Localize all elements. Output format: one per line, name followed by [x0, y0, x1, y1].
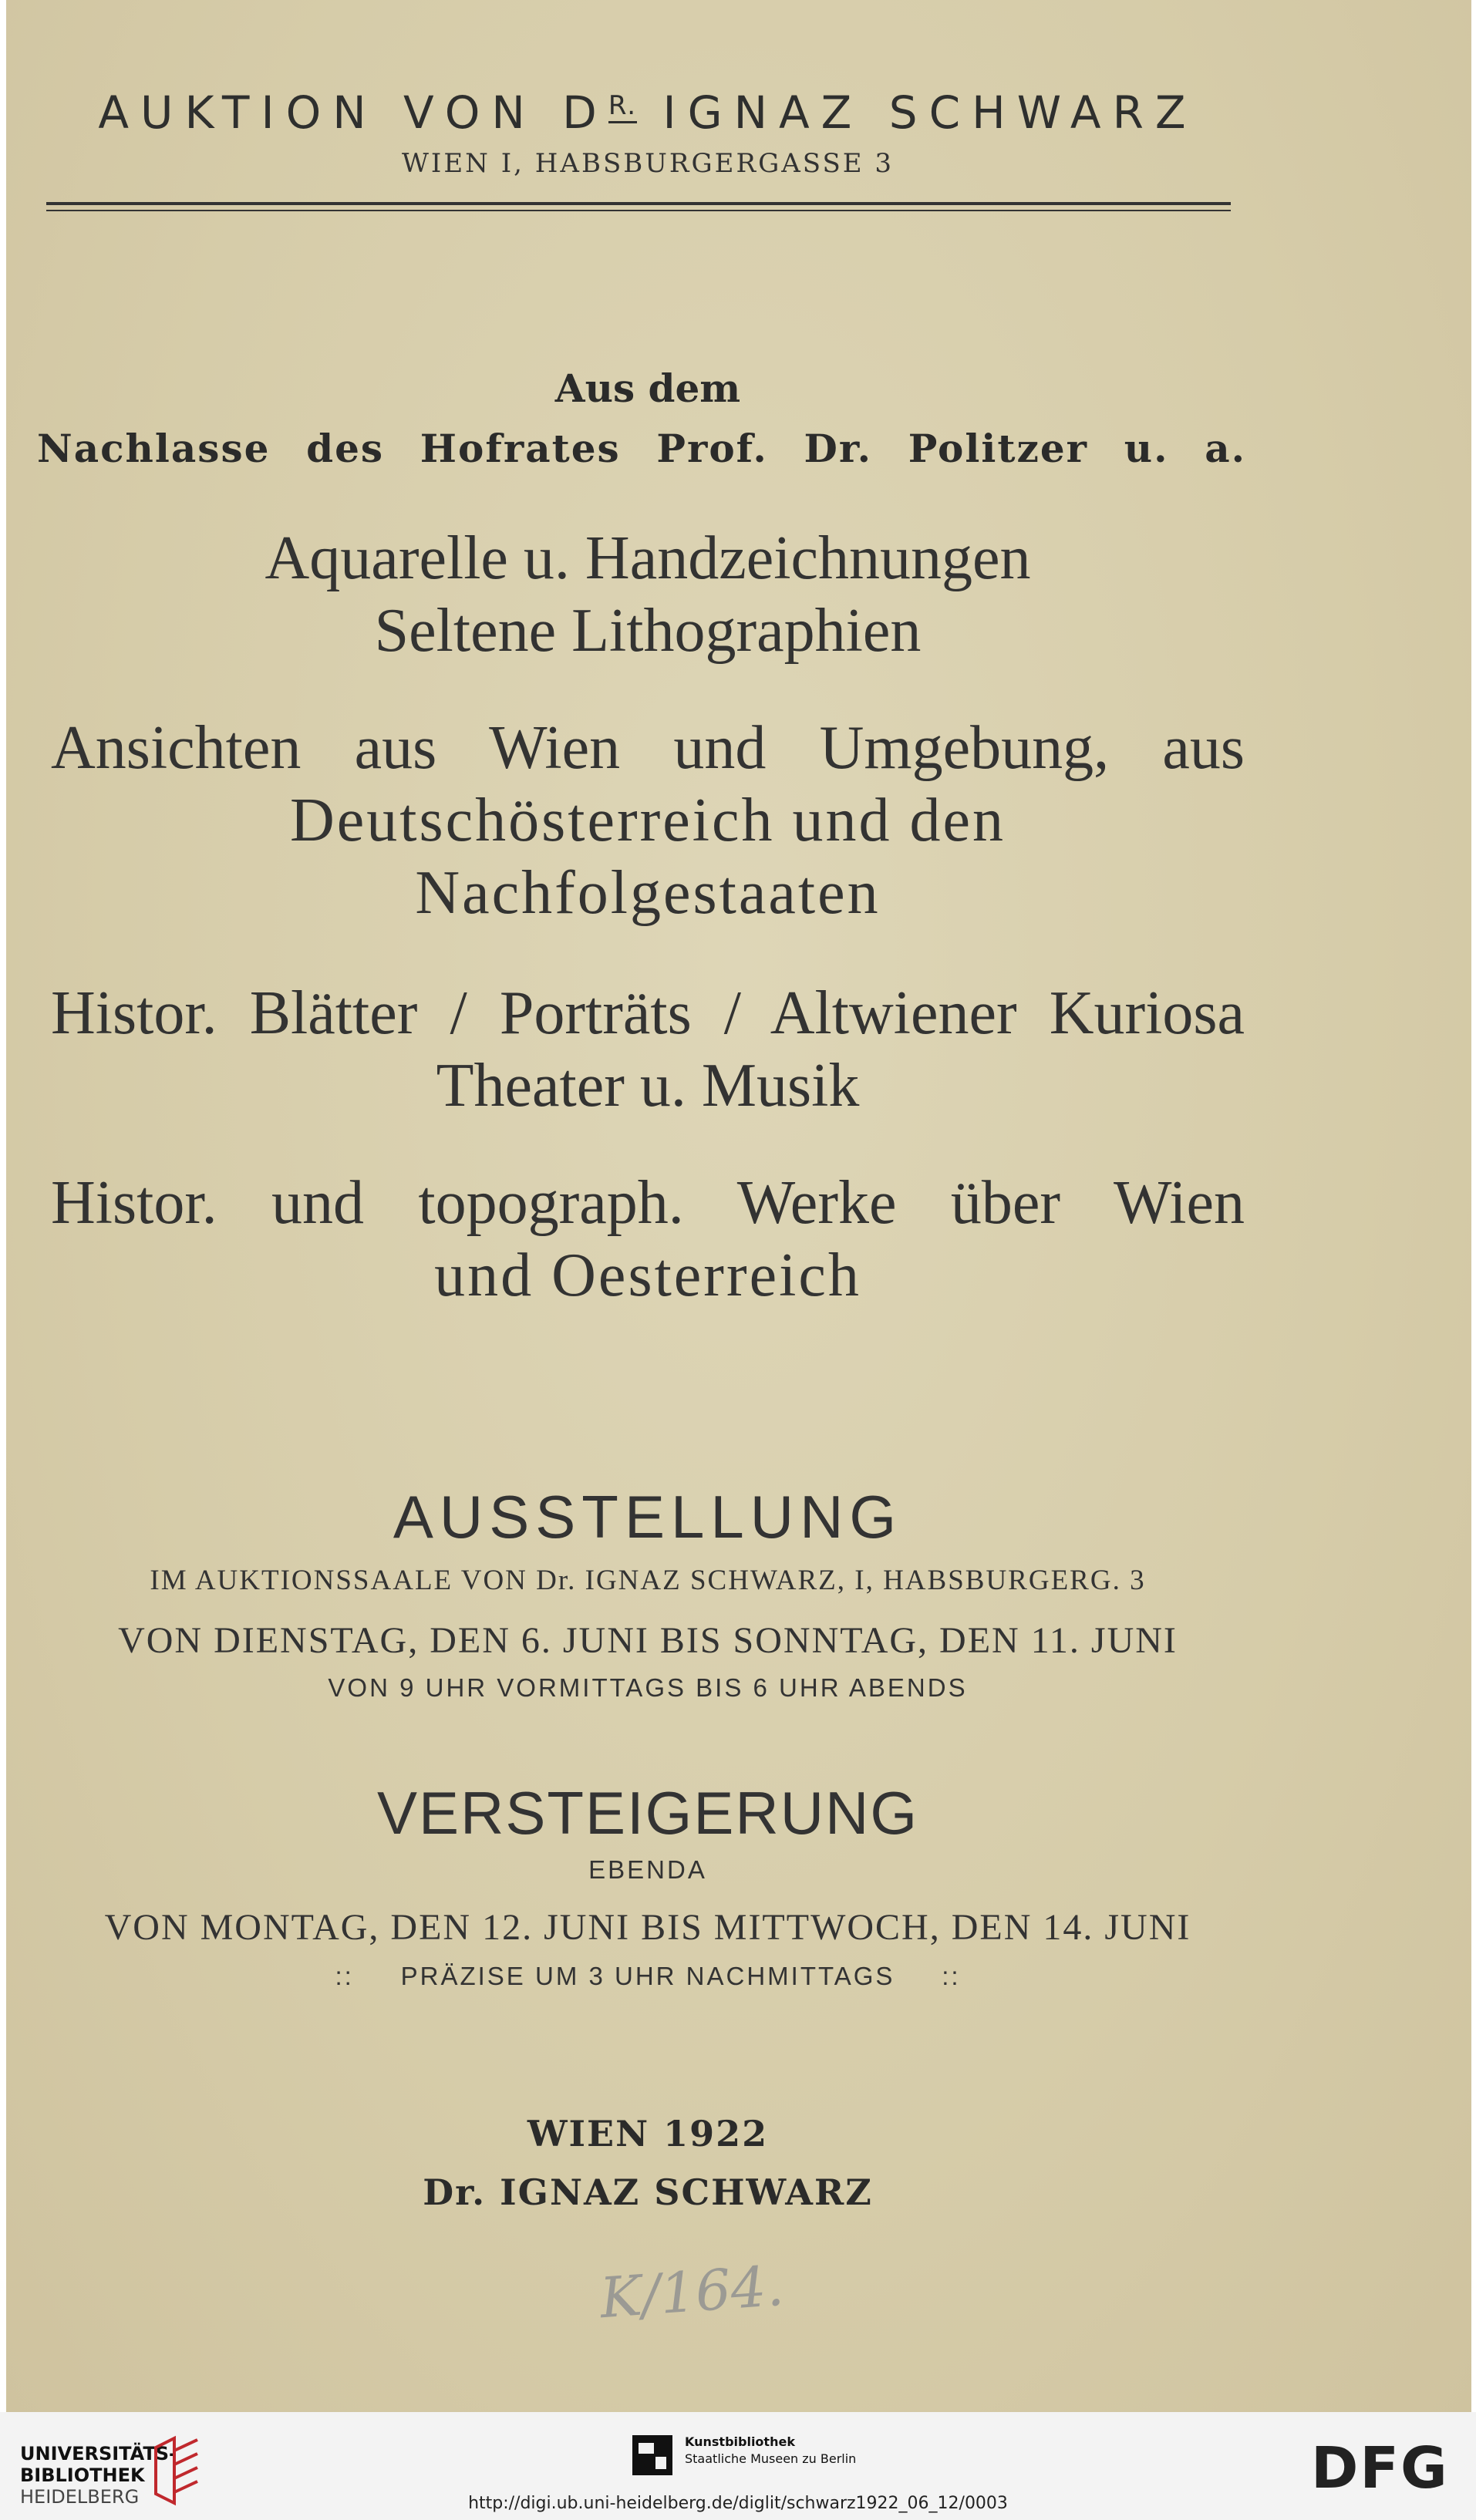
contents-line-6: Histor. Blätter / Porträts / Altwiener Kuriosa — [51, 979, 1245, 1047]
exhibition-dates: VON DIENSTAG, DEN 6. JUNI BIS SONNTAG, DEN 11. JUNI — [118, 1620, 1178, 1661]
contents-line-4: Deutschösterreich und den — [289, 787, 1006, 854]
contents-line-3: Ansichten aus Wien und Umgebung, aus — [51, 714, 1245, 782]
kb-line-2: Staatliche Museen zu Berlin — [685, 2451, 857, 2466]
kunstbibliothek-logo-icon[interactable] — [632, 2435, 672, 2475]
dfg-logo[interactable]: DFG — [1311, 2435, 1449, 2501]
contents-line-1: Aquarelle u. Handzeichnungen — [265, 524, 1031, 592]
header-title-post: IGNAZ SCHWARZ — [637, 86, 1198, 139]
imprint-place-year: WIEN 1922 — [527, 2113, 769, 2154]
exhibition-title: AUSSTELLUNG — [393, 1483, 903, 1551]
auction-place: EBENDA — [588, 1855, 707, 1884]
header-title-sup: R. — [608, 90, 637, 123]
auction-title: VERSTEIGERUNG — [376, 1779, 919, 1847]
header-rule-top — [46, 202, 1231, 205]
auction-dates: VON MONTAG, DEN 12. JUNI BIS MITTWOCH, DEN 14. JUNI — [104, 1907, 1191, 1948]
kunstbibliothek-name[interactable] — [685, 2434, 856, 2468]
imprint-publisher: Dr. IGNAZ SCHWARZ — [423, 2171, 873, 2213]
header-address: WIEN I, HABSBURGERGASSE 3 — [401, 148, 895, 179]
contents-line-7: Theater u. Musik — [436, 1052, 860, 1120]
handwritten-shelfmark: K/164. — [598, 2252, 786, 2331]
exhibition-place: IM AUKTIONSSAALE VON Dr. IGNAZ SCHWARZ, I, HABSBURGERG. 3 — [150, 1565, 1146, 1596]
uni-line-1: UNIVERSITÄTS- — [20, 2443, 177, 2464]
header-title-pre: AUKTION VON D — [98, 86, 608, 139]
uni-line-2: BIBLIOTHEK — [20, 2464, 145, 2486]
contents-line-2: Seltene Lithographien — [374, 597, 922, 665]
exhibition-hours: VON 9 UHR VORMITTAGS BIS 6 UHR ABENDS — [328, 1673, 968, 1702]
intro-line-2: Nachlasse des Hofrates Prof. Dr. Politzer u. a. — [37, 426, 1246, 471]
header-title — [6, 86, 1289, 139]
permalink-url[interactable]: http://digi.ub.uni-heidelberg.de/diglit/schwarz1922_06_12/0003 — [468, 2494, 1008, 2513]
header-rule-bottom — [46, 210, 1231, 211]
document-page — [6, 0, 1471, 2412]
contents-line-5: Nachfolgestaaten — [415, 859, 881, 927]
uni-line-3: HEIDELBERG — [20, 2486, 140, 2508]
intro-line-1: Aus dem — [554, 366, 741, 411]
contents-line-8: Histor. und topograph. Werke über Wien — [51, 1169, 1245, 1237]
kb-line-1: Kunstbibliothek — [685, 2434, 795, 2449]
contents-line-9: und Oesterreich — [434, 1241, 861, 1309]
auction-time: :: PRÄZISE UM 3 UHR NACHMITTAGS :: — [335, 1962, 961, 1990]
footer-bar — [0, 2412, 1476, 2520]
